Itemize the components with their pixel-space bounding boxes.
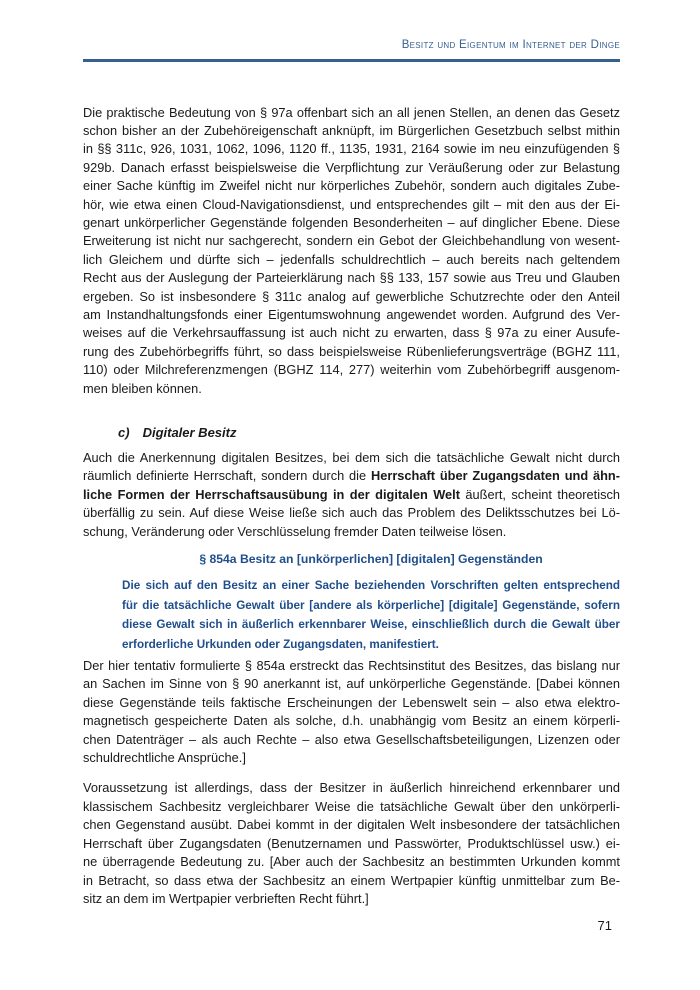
text-line: in §§ 311c, 926, 1031, 1062, 1096, 1120 ff., 1135, 1931, 2164 sowie im neu einzufügenden § <box>83 141 620 157</box>
text-line: ergeben. So ist insbesondere § 311c analog auf gewerbliche Schutzrechte oder den Anteil <box>83 288 620 304</box>
text-line: 929b. Danach erfasst beispielsweise die Verpflichtung zur Veräußerung oder zur Belastung <box>83 159 620 175</box>
section-heading-label: c) <box>118 425 130 440</box>
text-line: chen Gegenstand ausübt. Dabei kommt in der digitalen Welt insbesondere der tatsächlichen <box>83 817 620 833</box>
section-heading-title: Digitaler Besitz <box>142 425 237 440</box>
text-line: klassischem Sachbesitz vergleichbarer Weise die tatsächliche Gewalt über den unkörperli- <box>83 798 620 814</box>
bold-text: Herrschaft über Zugangsdaten und ähn- <box>370 468 621 484</box>
header-rule <box>83 59 620 62</box>
text-line: rung des Zubehörbegriffs führt, so dass beispielsweise Rübenlieferungsverträge (BGHZ 111, <box>83 343 620 359</box>
text-line: men bleiben können. <box>83 380 202 396</box>
text-line: räumlich definierte Herrschaft, sondern durch die Herrschaft über Zugangsdaten und ähn- <box>83 468 621 484</box>
text-line: schung, Veränderung oder Verschlüsselung fremder Daten teilweise lösen. <box>83 523 507 539</box>
paragraph-voraussetzung <box>83 779 620 908</box>
text-line: ne überragende Bedeutung zu. [Aber auch der Sachbesitz an bestimmten Urkunden kommt <box>83 854 620 870</box>
text-line: einer Sache künftig im Zweifel nicht nur körperliches Zubehör, sondern auch digitales Zube- <box>83 178 620 194</box>
text-line: diese Gegenstände teils faktische Erscheinungen der Lebenswelt sein – also etwa elektro- <box>83 694 620 710</box>
text-line: lich Gleichem und dürfte sich – jedenfalls schuldrechtlich – auch bereits nach geltendem <box>83 251 620 267</box>
text-line: Voraussetzung ist allerdings, dass der Besitzer in äußerlich hinreichend erkennbarer und <box>83 780 620 796</box>
running-header-title: Besitz und Eigentum im Internet der Dinge <box>401 39 620 51</box>
text-line: genart unkörperlicher Gegenstände folgenden Besonderheiten – auf dinglicher Ebene. Diese <box>83 214 620 230</box>
text-line: Die praktische Bedeutung von § 97a offenbart sich an all jenen Stellen, an denen das Gesetz <box>83 104 620 120</box>
text-line: Herrschaft über Zugangsdaten (Benutzernamen und Passwörter, Produktschlüssel usw.) ei- <box>83 835 620 851</box>
page-content <box>83 0 620 934</box>
text-line: an Sachen im Sinne von § 90 anerkannt ist, auf unkörperliche Gegenstände. [Dabei können <box>83 676 620 692</box>
text-line: überfällig zu sein. Auf diese Weise ließe sich auch das Problem des Deliktsschutzes bei Lö- <box>83 505 620 521</box>
statute-text <box>122 576 620 654</box>
paragraph-tentativ <box>83 657 620 767</box>
section-heading-digitaler-besitz <box>83 424 620 442</box>
text-line: Der hier tentativ formulierte § 854a erstreckt das Rechtsinstitut des Besitzes, das bislang nur <box>83 658 620 674</box>
paragraph-zubehoer <box>83 104 620 399</box>
text-line: erforderliche Urkunden oder Zugangsdaten, manifestiert. <box>122 637 439 651</box>
text-line: 110) oder Milchreferenzmengen (BGHZ 114, 277) weiterhin vom Zubehörbegriff ausgenom- <box>83 362 620 378</box>
text-line: schon bisher an der Zubehöreigenschaft anknüpft, im Bürgerlichen Gesetzbuch selbst mithin <box>83 122 620 138</box>
paragraph-anerkennung <box>83 449 620 541</box>
text-line: schuldrechtliche Ansprüche.] <box>83 750 246 766</box>
text-line: Die sich auf den Besitz an einer Sache beziehenden Vorschriften gelten entsprechend <box>122 579 620 593</box>
text-line: diese Gewalt sich in äußerlich erkennbarer Weise, einschließlich durch die Gewalt über <box>122 618 620 632</box>
text-line: weises auf die Verkehrsauffassung ist auch nicht zu erwarten, dass § 97a zu einer Ausufe- <box>83 325 620 341</box>
text-line: chen Datenträger – als auch Rechte – also etwa Gesellschaftsbeteiligungen, Lizenzen oder <box>83 731 620 747</box>
text-line: Auch die Anerkennung digitalen Besitzes, bei dem sich die tatsächliche Gewalt nicht durch <box>83 450 620 465</box>
bold-text: liche Formen der Herrschaftsausübung in der digitalen Welt <box>83 486 460 502</box>
text-line: am Instandhaltungsfonds einer Eigentumswohnung angewendet worden. Aufgrund des Ver- <box>83 306 620 322</box>
text-line: magnetisch gespeicherte Daten als solche, d.h. unabhängig vom Besitz an einem körperli- <box>83 713 620 729</box>
text-line: hör, wie etwa einen Cloud-Navigationsdienst, und entsprechendes gilt – mit den aus der Ei- <box>83 196 620 212</box>
text-line: Recht aus der Auslegung der Parteierklärung nach §§ 133, 157 sowie aus Treu und Glauben <box>83 270 620 286</box>
text-line: für die tatsächliche Gewalt über [andere als körperliche] [digitale] Gegenstände, sofern <box>122 598 620 612</box>
text-line: in Betracht, so dass etwa der Sachbesitz an einem Wertpapier künftig unmittelbar zum Be- <box>83 872 620 888</box>
statute-heading: § 854a Besitz an [unkörperlichen] [digitalen] Gegenständen <box>199 552 543 567</box>
text-line: sitz an dem im Wertpapier verbrieften Recht führt.] <box>83 890 369 906</box>
text-line: liche Formen der Herrschaftsausübung in der digitalen Welt äußert, scheint theoretisch <box>83 486 620 502</box>
page-number: 71 <box>597 918 612 934</box>
text-line: Erweiterung ist nicht nur sachgerecht, sondern ein Gebot der Gleichbehandlung von wesent- <box>83 233 620 249</box>
